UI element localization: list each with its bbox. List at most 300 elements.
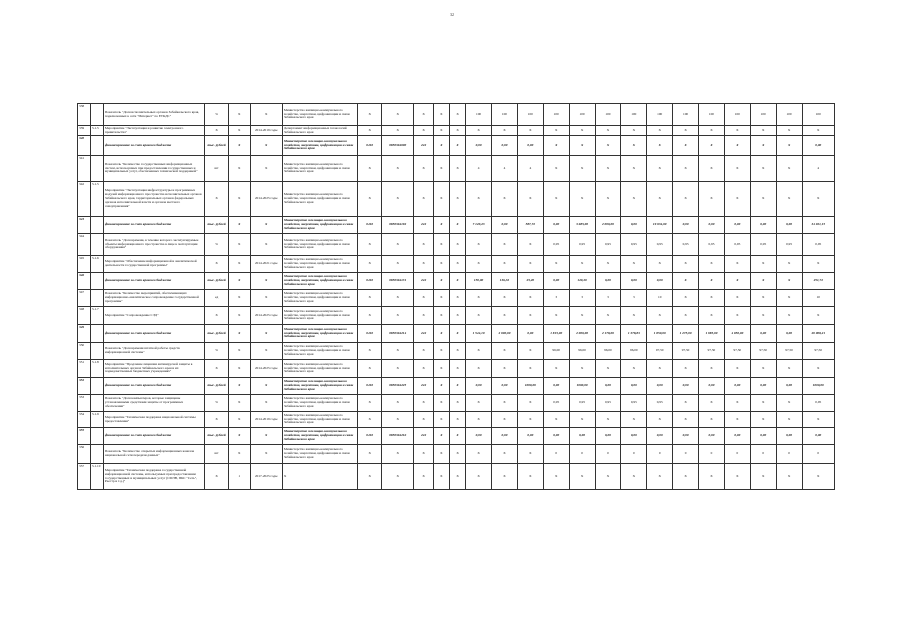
value-cell: Х: [449, 464, 465, 490]
weight-cell: Х: [228, 307, 250, 325]
value-cell: 0,95: [699, 234, 725, 256]
value-cell: 100: [724, 104, 750, 126]
value-cell: Х: [776, 307, 802, 325]
value-cell: 0,00: [621, 428, 647, 445]
value-cell: Х: [449, 273, 465, 290]
value-cell: Х: [492, 290, 518, 307]
value-cell: Х: [621, 256, 647, 273]
value-cell: 0,95: [595, 234, 621, 256]
value-cell: 100: [647, 104, 673, 126]
financing-row: [78, 378, 835, 395]
item-code-cell: 5.1.5: [90, 182, 103, 217]
row-number-cell: 346: [78, 273, 91, 290]
value-cell: Х: [699, 126, 725, 136]
value-cell: Х: [466, 343, 492, 360]
value-cell: Х: [776, 290, 802, 307]
unit-cell: ед: [205, 290, 229, 307]
value-cell: 0850364131: [382, 273, 414, 290]
value-cell: 100: [569, 104, 595, 126]
value-cell: 0,95: [647, 234, 673, 256]
executor-cell: Министерство жилищно-коммунального хозяйства, энергетики, цифровизации и связи Забайкальского края: [282, 428, 357, 445]
value-cell: Х: [449, 360, 465, 378]
value-cell: Х: [517, 464, 543, 490]
value-cell: Х: [382, 290, 414, 307]
row-number-cell: 344: [78, 234, 91, 256]
value-cell: 0,00: [699, 217, 725, 234]
value-cell: Х: [492, 307, 518, 325]
executor-cell: Министерство жилищно-коммунального хозяйства, энергетики, цифровизации и связи Забайкальского края: [282, 156, 357, 182]
executor-cell: Министерство жилищно-коммунального хозяйства, энергетики, цифровизации и связи Забайкальского края: [282, 325, 357, 343]
value-cell: Х: [750, 360, 776, 378]
description-cell: финансирование за счет краевого бюджета: [103, 325, 204, 343]
value-cell: Х: [699, 290, 725, 307]
table-row: [78, 290, 835, 307]
value-cell: Х: [724, 464, 750, 490]
value-cell: Х: [595, 256, 621, 273]
executor-cell: Министерство жилищно-коммунального хозяйства, энергетики, цифровизации и связи Забайкальского края: [282, 217, 357, 234]
value-cell: Х: [543, 360, 569, 378]
value-cell: Х: [802, 412, 834, 428]
value-cell: Х: [621, 136, 647, 156]
value-cell: 120,20: [569, 273, 595, 290]
value-cell: Х: [466, 307, 492, 325]
executor-cell: Министерство жилищно-коммунального хозяйства, энергетики, цифровизации и связи Забайкальского края: [282, 273, 357, 290]
value-cell: Х: [621, 412, 647, 428]
value-cell: Х: [433, 412, 449, 428]
row-number-cell: 355: [78, 428, 91, 445]
weight-cell: Х: [228, 290, 250, 307]
value-cell: 0410: [358, 273, 382, 290]
unit-cell: Х: [205, 256, 229, 273]
value-cell: Х: [724, 273, 750, 290]
value-cell: 7 120,23: [466, 217, 492, 234]
value-cell: Х: [802, 182, 834, 217]
value-cell: Х: [449, 136, 465, 156]
item-code-cell: 5.1.6: [90, 256, 103, 273]
value-cell: 242: [414, 378, 433, 395]
value-cell: Х: [492, 464, 518, 490]
value-cell: Х: [673, 412, 699, 428]
value-cell: 10: [647, 290, 673, 307]
value-cell: 242: [414, 428, 433, 445]
row-number-cell: 339: [78, 126, 91, 136]
value-cell: Х: [433, 126, 449, 136]
executor-cell: Министерство жилищно-коммунального хозяйства, энергетики, цифровизации и связи Забайкальского края: [282, 182, 357, 217]
value-cell: 0,00: [673, 378, 699, 395]
value-cell: 19 034,00: [647, 217, 673, 234]
value-cell: Х: [750, 464, 776, 490]
value-cell: Х: [569, 360, 595, 378]
weight-cell: Х: [228, 256, 250, 273]
description-cell: Показатель "Количество открытых информационных каналов национальной сети передачи данных": [103, 445, 204, 464]
value-cell: Х: [358, 412, 382, 428]
value-cell: Х: [433, 360, 449, 378]
value-cell: 100: [776, 104, 802, 126]
value-cell: 0,00: [750, 428, 776, 445]
item-code-cell: [90, 378, 103, 395]
value-cell: Х: [750, 307, 776, 325]
value-cell: Х: [414, 290, 433, 307]
executor-cell: Министерство жилищно-коммунального хозяйства, энергетики, цифровизации и связи Забайкальского края: [282, 307, 357, 325]
value-cell: 0,95: [750, 234, 776, 256]
value-cell: Х: [492, 395, 518, 412]
value-cell: Х: [517, 395, 543, 412]
value-cell: Х: [449, 234, 465, 256]
value-cell: Х: [449, 378, 465, 395]
value-cell: 10: [802, 290, 834, 307]
value-cell: 97,50: [673, 343, 699, 360]
value-cell: 1 850,00: [647, 325, 673, 343]
weight-cell: Х: [228, 234, 250, 256]
value-cell: 0,95: [724, 234, 750, 256]
table-row: [78, 104, 835, 126]
value-cell: Х: [647, 360, 673, 378]
period-cell: Х: [250, 395, 282, 412]
value-cell: 0: [569, 445, 595, 464]
value-cell: Х: [492, 343, 518, 360]
value-cell: Х: [802, 307, 834, 325]
value-cell: Х: [517, 126, 543, 136]
value-cell: 96,00: [595, 343, 621, 360]
value-cell: Х: [776, 273, 802, 290]
value-cell: Х: [543, 182, 569, 217]
row-number-cell: 348: [78, 307, 91, 325]
value-cell: 100: [543, 104, 569, 126]
value-cell: Х: [492, 182, 518, 217]
description-cell: Показатель "Доля времени штатной работы средств информационной системы": [103, 343, 204, 360]
table-row: [78, 412, 835, 428]
value-cell: Х: [466, 360, 492, 378]
value-cell: 0,00: [543, 428, 569, 445]
value-cell: Х: [569, 182, 595, 217]
row-number-cell: 338: [78, 104, 91, 126]
value-cell: 0,00: [595, 378, 621, 395]
row-number-cell: 351: [78, 360, 91, 378]
value-cell: Х: [699, 156, 725, 182]
value-cell: 100: [621, 104, 647, 126]
table-row: [78, 256, 835, 273]
period-cell: 2014-2025 годы: [250, 360, 282, 378]
value-cell: Х: [802, 360, 834, 378]
value-cell: Х: [673, 360, 699, 378]
value-cell: Х: [414, 256, 433, 273]
value-cell: Х: [358, 307, 382, 325]
table-row: [78, 234, 835, 256]
value-cell: Х: [595, 156, 621, 182]
item-code-cell: [90, 343, 103, 360]
value-cell: 0,00: [466, 428, 492, 445]
value-cell: Х: [433, 217, 449, 234]
value-cell: Х: [750, 273, 776, 290]
unit-cell: тыс. рублей: [205, 217, 229, 234]
value-cell: 100: [466, 104, 492, 126]
weight-cell: Х: [228, 360, 250, 378]
executor-cell: Министерство жилищно-коммунального хозяйства, энергетики, цифровизации и связи Забайкальского края: [282, 343, 357, 360]
unit-cell: Х: [205, 412, 229, 428]
value-cell: 150,00: [466, 273, 492, 290]
value-cell: Х: [414, 307, 433, 325]
value-cell: 0,95: [673, 234, 699, 256]
description-cell: Мероприятие "Сопровождение СЭД": [103, 307, 204, 325]
value-cell: Х: [382, 256, 414, 273]
value-cell: Х: [647, 136, 673, 156]
value-cell: 0,00: [750, 325, 776, 343]
weight-cell: Х: [228, 182, 250, 217]
value-cell: Х: [595, 412, 621, 428]
value-cell: Х: [569, 126, 595, 136]
unit-cell: %: [205, 234, 229, 256]
executor-cell: Министерство жилищно-коммунального хозяйства, энергетики, цифровизации и связи Забайкальского края: [282, 290, 357, 307]
unit-cell: %: [205, 343, 229, 360]
value-cell: Х: [449, 156, 465, 182]
value-cell: 0,00: [569, 428, 595, 445]
description-cell: Показатель "Доля компьютеров, которые защищены установленными средствами защиты от программных обеспечения": [103, 395, 204, 412]
value-cell: 1 544,10: [466, 325, 492, 343]
value-cell: 0,00: [647, 428, 673, 445]
description-cell: Мероприятие "Обеспечение информационной и аналитической деятельности государственной программы": [103, 256, 204, 273]
description-cell: финансирование за счет краевого бюджета: [103, 273, 204, 290]
value-cell: Х: [802, 126, 834, 136]
executor-cell: Министерство жилищно-коммунального хозяйства, энергетики, цифровизации и связи Забайкальского края: [282, 360, 357, 378]
item-code-cell: [90, 428, 103, 445]
row-number-cell: 342: [78, 182, 91, 217]
value-cell: 20 008,21: [802, 325, 834, 343]
value-cell: Х: [433, 156, 449, 182]
value-cell: 0,00: [673, 428, 699, 445]
value-cell: 0410: [358, 325, 382, 343]
executor-cell: Министерство жилищно-коммунального хозяйства, энергетики, цифровизации и связи Забайкальского края: [282, 412, 357, 428]
value-cell: Х: [699, 412, 725, 428]
value-cell: Х: [569, 256, 595, 273]
value-cell: Х: [382, 126, 414, 136]
value-cell: 0,00: [647, 378, 673, 395]
value-cell: 34 021,15: [802, 217, 834, 234]
description-cell: Мероприятие "Эксплуатация и развитие электронного правительства": [103, 126, 204, 136]
value-cell: Х: [517, 445, 543, 464]
row-number-cell: 347: [78, 290, 91, 307]
value-cell: Х: [382, 182, 414, 217]
value-cell: Х: [414, 182, 433, 217]
value-cell: Х: [647, 182, 673, 217]
value-cell: Х: [699, 464, 725, 490]
value-cell: Х: [466, 290, 492, 307]
value-cell: Х: [449, 290, 465, 307]
description-cell: Мероприятие "Техническая поддержка государственной информационной системы, используемых при предоставлении государственных и муниципальных услуг (СМЭВ, ПКС "Сеть", Реестр и т.д.)": [103, 464, 204, 490]
value-cell: Х: [750, 395, 776, 412]
row-number-cell: 353: [78, 395, 91, 412]
value-cell: 1000,00: [517, 378, 543, 395]
value-cell: Х: [699, 182, 725, 217]
value-cell: Х: [776, 360, 802, 378]
value-cell: Х: [466, 126, 492, 136]
value-cell: 0: [595, 445, 621, 464]
value-cell: Х: [569, 464, 595, 490]
value-cell: 0: [802, 445, 834, 464]
value-cell: 0,00: [492, 217, 518, 234]
value-cell: 0,00: [724, 378, 750, 395]
value-cell: 1000,00: [802, 378, 834, 395]
value-cell: Х: [358, 156, 382, 182]
value-cell: 0,00: [750, 378, 776, 395]
value-cell: 96,00: [569, 343, 595, 360]
value-cell: 97,50: [776, 343, 802, 360]
value-cell: Х: [569, 412, 595, 428]
value-cell: 0410: [358, 136, 382, 156]
value-cell: Х: [492, 360, 518, 378]
weight-cell: Х: [228, 325, 250, 343]
unit-cell: тыс. рублей: [205, 136, 229, 156]
value-cell: 0,00: [621, 378, 647, 395]
value-cell: Х: [673, 156, 699, 182]
value-cell: 3: [569, 290, 595, 307]
value-cell: Х: [382, 234, 414, 256]
value-cell: Х: [595, 182, 621, 217]
value-cell: Х: [449, 428, 465, 445]
executor-cell: Х: [282, 464, 357, 490]
item-code-cell: [90, 136, 103, 156]
value-cell: Х: [492, 234, 518, 256]
row-number-cell: 349: [78, 325, 91, 343]
value-cell: 0,95: [621, 395, 647, 412]
value-cell: Х: [673, 256, 699, 273]
value-cell: 0: [647, 445, 673, 464]
unit-cell: тыс. рублей: [205, 428, 229, 445]
value-cell: Х: [724, 182, 750, 217]
value-cell: Х: [358, 234, 382, 256]
table-row: [78, 182, 835, 217]
value-cell: 0,00: [543, 273, 569, 290]
value-cell: 100: [517, 104, 543, 126]
table-row: [78, 360, 835, 378]
value-cell: 0,00: [543, 378, 569, 395]
value-cell: 100: [802, 104, 834, 126]
value-cell: Х: [517, 234, 543, 256]
value-cell: Х: [449, 395, 465, 412]
value-cell: 0,00: [492, 428, 518, 445]
value-cell: Х: [699, 307, 725, 325]
period-cell: Х: [250, 136, 282, 156]
value-cell: Х: [382, 343, 414, 360]
value-cell: Х: [621, 126, 647, 136]
item-code-cell: 5.1.5: [90, 126, 103, 136]
value-cell: Х: [433, 378, 449, 395]
value-cell: 100: [750, 104, 776, 126]
item-code-cell: [90, 217, 103, 234]
row-number-cell: 356: [78, 445, 91, 464]
value-cell: Х: [358, 104, 382, 126]
value-cell: 0,00: [699, 378, 725, 395]
value-cell: Х: [647, 126, 673, 136]
period-cell: 2014-2021 годы: [250, 256, 282, 273]
value-cell: Х: [647, 307, 673, 325]
value-cell: 0,00: [802, 428, 834, 445]
value-cell: Х: [517, 343, 543, 360]
value-cell: 0,95: [543, 234, 569, 256]
value-cell: 0,95: [621, 234, 647, 256]
value-cell: Х: [776, 156, 802, 182]
period-cell: Х: [250, 156, 282, 182]
period-cell: 2017-2025 годы: [250, 464, 282, 490]
unit-cell: тыс. рублей: [205, 325, 229, 343]
value-cell: Х: [382, 464, 414, 490]
value-cell: 100: [699, 104, 725, 126]
financing-row: [78, 273, 835, 290]
value-cell: 4: [466, 156, 492, 182]
value-cell: 0410: [358, 378, 382, 395]
value-cell: 4 050,00: [724, 325, 750, 343]
value-cell: Х: [358, 256, 382, 273]
row-number-cell: 350: [78, 343, 91, 360]
unit-cell: Х: [205, 464, 229, 490]
value-cell: Х: [647, 464, 673, 490]
value-cell: 0,95: [595, 395, 621, 412]
description-cell: Показатель "Доля исполнительных органов Забайкальского края, подключенных к сети "Интернет" по ЕТКДС": [103, 104, 204, 126]
value-cell: 0,00: [776, 428, 802, 445]
value-cell: Х: [750, 290, 776, 307]
value-cell: 97,50: [750, 343, 776, 360]
weight-cell: 1: [228, 464, 250, 490]
value-cell: Х: [543, 156, 569, 182]
value-cell: Х: [595, 307, 621, 325]
value-cell: Х: [433, 428, 449, 445]
value-cell: Х: [595, 464, 621, 490]
row-number-cell: 343: [78, 217, 91, 234]
value-cell: 0,95: [569, 395, 595, 412]
financing-row: [78, 325, 835, 343]
value-cell: 97,50: [647, 343, 673, 360]
value-cell: Х: [724, 360, 750, 378]
value-cell: 251,72: [802, 273, 834, 290]
value-cell: 1000,00: [569, 378, 595, 395]
value-cell: Х: [433, 307, 449, 325]
value-cell: Х: [543, 464, 569, 490]
table-row: [78, 445, 835, 464]
executor-cell: Министерство жилищно-коммунального хозяйства, энергетики, цифровизации и связи Забайкальского края: [282, 378, 357, 395]
weight-cell: Х: [228, 217, 250, 234]
program-table: [77, 103, 835, 490]
value-cell: Х: [673, 126, 699, 136]
period-cell: Х: [250, 378, 282, 395]
value-cell: Х: [414, 234, 433, 256]
value-cell: 0,00: [750, 217, 776, 234]
unit-cell: тыс. рублей: [205, 378, 229, 395]
value-cell: Х: [382, 395, 414, 412]
value-cell: Х: [750, 156, 776, 182]
value-cell: Х: [358, 182, 382, 217]
unit-cell: тыс. рублей: [205, 273, 229, 290]
description-cell: финансирование за счет краевого бюджета: [103, 217, 204, 234]
period-cell: 2014-2025 годы: [250, 182, 282, 217]
value-cell: Х: [449, 104, 465, 126]
weight-cell: Х: [228, 378, 250, 395]
period-cell: Х: [250, 234, 282, 256]
value-cell: 0,00: [595, 273, 621, 290]
row-number-cell: 357: [78, 464, 91, 490]
table-row: [78, 126, 835, 136]
value-cell: Х: [449, 256, 465, 273]
value-cell: Х: [776, 395, 802, 412]
value-cell: 0,95: [647, 395, 673, 412]
value-cell: 0,00: [724, 428, 750, 445]
item-code-cell: [90, 273, 103, 290]
value-cell: 0,95: [569, 234, 595, 256]
value-cell: Х: [414, 104, 433, 126]
value-cell: Х: [449, 325, 465, 343]
weight-cell: Х: [228, 273, 250, 290]
item-code-cell: 5.1.7: [90, 307, 103, 325]
value-cell: Х: [699, 395, 725, 412]
value-cell: 0,95: [776, 234, 802, 256]
